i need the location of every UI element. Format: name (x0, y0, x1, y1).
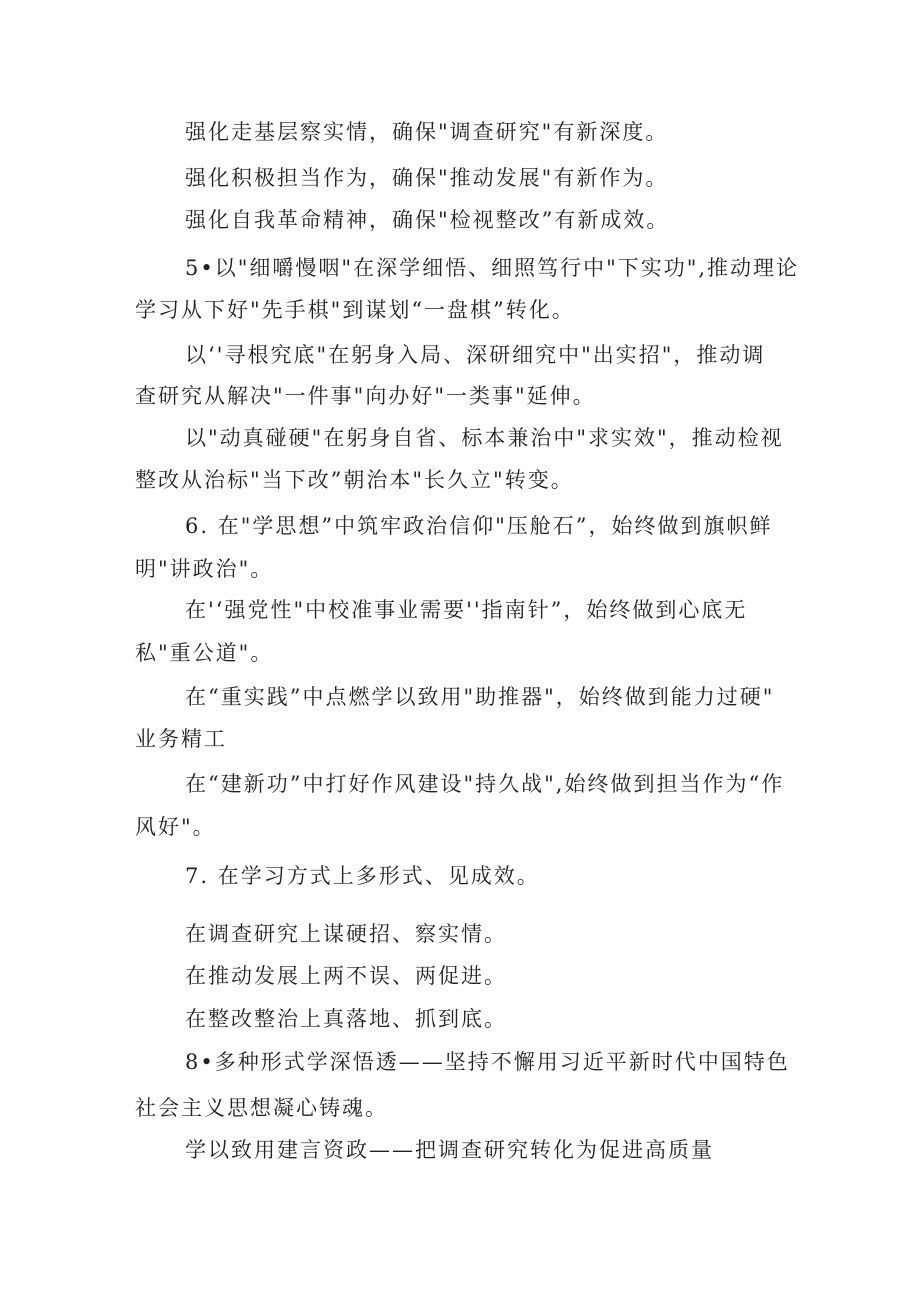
paragraph-line: 强化自我革命精神，确保"检视整改”有新成效。 (185, 208, 670, 232)
paragraph-line: 整改从治标"当下改”朝治本"长久立"转变。 (135, 468, 574, 492)
paragraph-line: 在“建新功”中打好作风建设"持久战",始终做到担当作为“作 (185, 772, 785, 796)
paragraph-line: 强化走基层察实情，确保"调查研究"有新深度。 (185, 120, 669, 144)
paragraph-line: 在'‘强党性"中校准事业需要''指南针”，始终做到心底无 (185, 598, 748, 622)
paragraph-line: 学以致用建言资政——把调查研究转化为促进高质量 (185, 1138, 714, 1162)
paragraph-line: 在推动发展上两不误、两促进。 (185, 964, 507, 988)
paragraph-line: 明"讲政治"。 (135, 557, 274, 581)
paragraph-line: 业务精工 (135, 727, 227, 751)
paragraph-line: 以‘'寻根究底"在躬身入局、深研细究中"出实招"，推动调 (185, 343, 766, 367)
paragraph-line: 风好"。 (135, 815, 216, 839)
paragraph-line: 在调查研究上谋硬招、察实情。 (185, 922, 507, 946)
paragraph-line: 查研究从解决"一件事"向办好"一类事"延伸。 (135, 384, 596, 408)
paragraph-line: 私"重公道"。 (135, 641, 274, 665)
paragraph-line: 8•多种形式学深悟透——坚持不懈用习近平新时代中国特色 (185, 1050, 790, 1074)
paragraph-line: 在“重实践”中点燃学以致用"助推器"，始终做到能力过硬" (185, 685, 775, 709)
paragraph-line: 7. 在学习方式上多形式、见成效。 (185, 864, 540, 888)
paragraph-line: 5•以"细嚼慢咽"在深学细悟、细照笃行中"下实功",推动理论 (185, 256, 800, 280)
paragraph-line: 社会主义思想凝心铸魂。 (135, 1096, 388, 1120)
paragraph-line: 学习从下好"先手棋"到谋划“一盘棋”转化。 (135, 298, 575, 322)
paragraph-line: 以"动真碰硬"在躬身自省、标本兼治中"求实效"，推动检视 (185, 426, 784, 450)
paragraph-line: 在整改整治上真落地、抓到底。 (185, 1007, 507, 1031)
paragraph-line: 6. 在"学思想”中筑牢政治信仰"压舱石”，始终做到旗帜鲜 (185, 514, 773, 538)
paragraph-line: 强化积极担当作为，确保"推动发展"有新作为。 (185, 166, 669, 190)
